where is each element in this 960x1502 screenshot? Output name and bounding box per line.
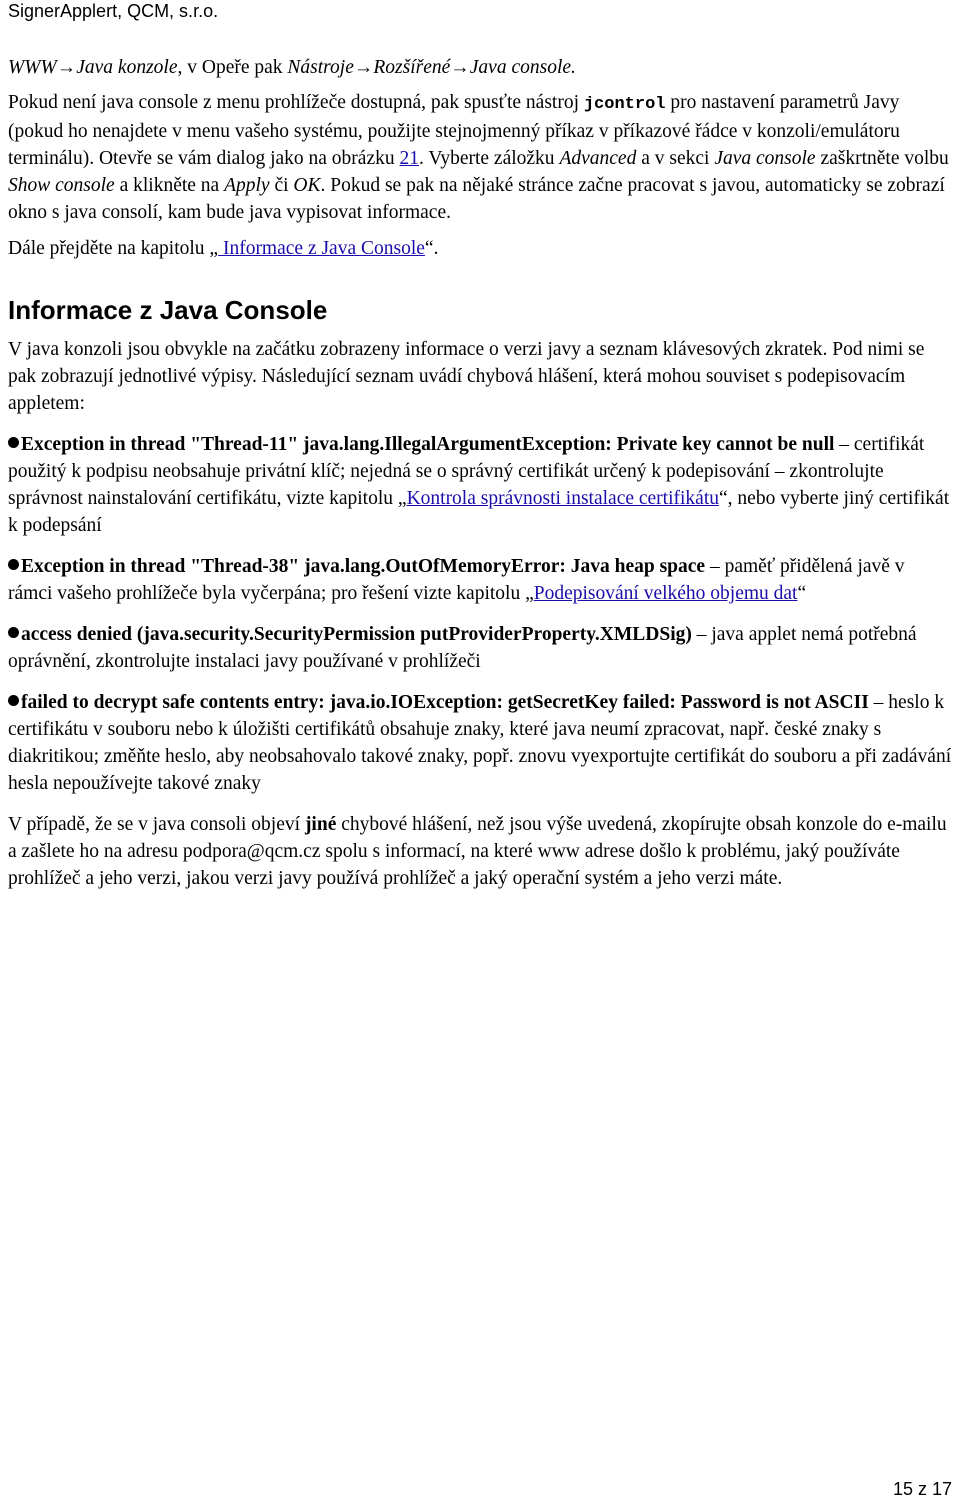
text-run: Dále přejděte na kapitolu „ [8,238,219,259]
text-run: V případě, že se v java consoli objeví [8,814,305,835]
bullet-icon [8,627,19,638]
advanced-tab-name: Advanced [559,148,637,169]
final-paragraph [8,811,952,892]
menu-path-java: WWW→Java konzole [8,57,178,78]
podepisovani-chapter-link[interactable]: Podepisování velkého objemu dat [533,583,798,604]
menu-path-opera: Nástroje→Rozšířené→Java console. [287,57,576,78]
bullet-icon [8,695,19,706]
section-intro-paragraph: V java konzoli jsou obvykle na začátku zobrazeny informace o verzi javy a seznam klávesových zkratek. Pod nimi se pak zobrazují jednotlivé výpisy. Následující seznam uvádí chybová hlášení, která mohou souviset s podepisovacím appletem: [8,339,925,414]
text-run: chybové hlášení, než jsou výše uvedená, zkopírujte obsah konzole do e-mailu a zašlete ho na adresu podpora@qcm.cz spolu s informací, na které www adrese došlo k problému, jaký používáte prohlížeč a jeho verzi, jakou verzi javy používá prohlížeč a jaký operační systém a jeho verzi máte. [8,814,947,889]
text-run: a klikněte na [114,175,225,196]
error-explanation: – java applet nemá potřebná oprávnění, zkontrolujte instalaci javy používané v prohlížeči [8,624,917,672]
error-message: Exception in thread "Thread-38" java.lang.OutOfMemoryError: Java heap space [21,556,706,577]
error-explanation: – certifikát použitý k podpisu neobsahuje privátní klíč; nejedná se o správný certifikát určený k podepisování – zkontrolujte správnost nainstalování certifikátu, vizte kapitolu „ [8,434,925,509]
intro-paragraph [8,54,952,81]
error-item [8,431,952,539]
error-message: Exception in thread "Thread-11" java.lang.IllegalArgumentException: Private key cannot be null [21,434,835,455]
text-run: a v sekci [636,148,715,169]
bullet-icon [8,437,19,448]
kontrola-chapter-link[interactable]: Kontrola správnosti instalace certifikátu [406,488,720,509]
apply-button-name: Apply [224,175,270,196]
section-heading: Informace z Java Console [8,295,328,325]
intro-separator: , v Opeře pak [177,57,288,78]
error-explanation: – paměť přidělená javě v rámci vašeho prohlížeče byla vyčerpána; pro řešení vizte kapitolu „ [8,556,905,604]
emphasis-jine: jiné [304,814,337,835]
text-run: či [269,175,294,196]
error-explanation-end: “ [797,583,807,604]
informace-chapter-link[interactable]: Informace z Java Console [218,238,425,259]
text-run: zaškrtněte volbu [815,148,949,169]
page-number: 15 z 17 [892,1479,952,1499]
document-header [8,0,218,22]
figure-link[interactable]: 21 [399,148,419,169]
show-console-option-name: Show console [8,175,115,196]
company-name: SignerApplert, QCM, s.r.o. [8,1,219,21]
error-explanation: – heslo k certifikátu v souboru nebo k úložišti certifikátů obsahuje znaky, které java neumí zpracovat, např. české znaky s diakritikou; změňte heslo, aby neobsahovalo takové znaky, popř. znovu vyexportujte certifikát do souboru a při zadávání hesla nepoužívejte takové znaky [8,692,952,794]
error-item [8,621,952,675]
text-run: pro nastavení parametrů Javy (pokud ho nenajdete v menu vašeho systému, použijte stejnojmenný příkaz v příkazové řádce v konzoli/emulátoru terminálu). Otevře se vám dialog jako na obrázku [8,92,900,169]
console-instructions-paragraph [8,89,952,226]
text-run: Pokud není java console z menu prohlížeče dostupná, pak spusťte nástroj [8,92,584,113]
java-console-section-name: Java console [714,148,816,169]
page-content [8,54,952,901]
bullet-icon [8,559,19,570]
text-run: . Pokud se pak na nějaké stránce začne pracovat s javou, automaticky se zobrazí okno s java consolí, kam bude java vypisovat informace. [8,175,945,223]
error-message: failed to decrypt safe contents entry: java.io.IOException: getSecretKey failed: Password is not ASCII [21,692,869,713]
error-explanation-end: “, nebo vyberte jiný certifikát k podepsání [8,488,950,536]
text-run: . Vyberte záložku [419,148,560,169]
next-chapter-paragraph [8,235,952,262]
text-run: “. [424,238,439,259]
error-item [8,553,952,607]
error-message: access denied (java.security.SecurityPermission putProviderProperty.XMLDSig) [21,624,692,645]
jcontrol-command: jcontrol [583,95,666,114]
ok-button-name: OK [293,175,321,196]
error-item [8,689,952,797]
